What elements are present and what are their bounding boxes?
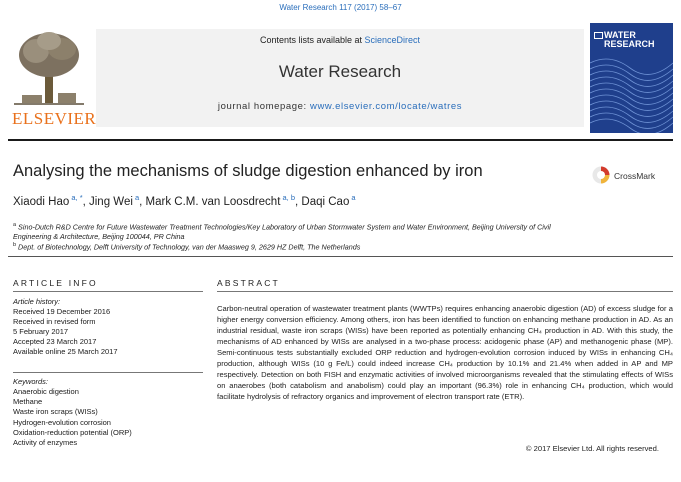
keyword-item: Methane: [13, 397, 43, 407]
contents-prefix: Contents lists available at: [259, 35, 365, 45]
history-item: Accepted 23 March 2017: [13, 337, 97, 346]
history-item: Received 19 December 2016: [13, 307, 111, 316]
crossmark-badge[interactable]: [592, 166, 672, 186]
author-name[interactable]: Jing Wei: [89, 195, 133, 208]
journal-homepage: [96, 101, 584, 112]
article-title: Analysing the mechanisms of sludge digestion enhanced by iron: [13, 162, 483, 180]
homepage-link[interactable]: www.elsevier.com/locate/watres: [310, 101, 463, 112]
author-affiliation-mark[interactable]: a: [132, 193, 140, 202]
info-rule: [13, 291, 203, 292]
cover-wave-graphic: [590, 23, 673, 133]
cover-title-line2: RESEARCH: [604, 39, 655, 49]
contents-line: [96, 35, 584, 45]
journal-citation[interactable]: Water Research 117 (2017) 58–67: [279, 3, 402, 12]
affiliation-a-mark: a: [13, 222, 17, 228]
journal-header: [8, 23, 673, 135]
keywords-list: [13, 387, 132, 448]
affiliation-b-mark: b: [13, 242, 17, 248]
author-affiliation-mark[interactable]: a, b: [280, 193, 295, 202]
keywords-rule: [13, 372, 203, 373]
journal-name: Water Research: [278, 62, 402, 81]
journal-banner: [96, 29, 584, 127]
homepage-prefix: journal homepage:: [217, 101, 311, 112]
author-list: Xiaodi Hao $^{a, *}$, Jing Wei $^a$, Mark C.M. van Loosdrecht $^{a, b}$, Daqi Cao $^a$: [13, 193, 356, 208]
keyword-item: Oxidation-reduction potential (ORP): [13, 427, 132, 437]
author-affiliation-mark[interactable]: a, *: [69, 193, 83, 202]
history-title: Article history:: [13, 297, 61, 306]
keyword-item: Activity of enzymes: [13, 438, 78, 448]
affiliation-a-text: Sino-Dutch R&D Centre for Future Wastewater Treatment Technologies/Key Laboratory of Urban Stormwater System and Water Environment, Beijing University of Civil Engineering & Architecture, Beijing 100044, PR China: [13, 222, 551, 242]
history-item: Received in revised form: [13, 317, 96, 326]
author-name[interactable]: Mark C.M. van Loosdrecht: [145, 195, 281, 208]
author-name[interactable]: Xiaodi Hao: [13, 195, 70, 208]
crossmark-label: CrossMark: [614, 171, 656, 181]
affiliation-rule: [8, 256, 673, 257]
keyword-item: Hydrogen-evolution corrosion: [13, 417, 111, 427]
author-affiliation-mark[interactable]: a: [349, 193, 356, 202]
history-item: 5 February 2017: [13, 327, 69, 336]
abstract-text: Carbon-neutral operation of wastewater treatment plants (WWTPs) requires enhancing anaerobic digestion (AD) of excess sludge for a higher energy conversion efficiency. Among others, iron has been identified to function on enhancing methane production in AD. As an industrial residual, waste iron scraps (WISs) have been reported as potentially enhancing CH₄ production in AD. With this study, the mechanisms of AD enhanced by WISs are analysed in a two-phase process: acidogenic phase (AP) and methanogenic phase (MP). Semi-continuous tests substantially excluded ORP reduction and hydrogen-evolution corrosion induced by WISs in enhancing CH₄ production, although WISs (10 g Fe/L) could indeed increase CH₄ production by 10.1% and 21.4% when added in AP and MP respectively. Detection on both FISH and enzymatic activities of involved microorganisms revealed that the stimulating effects of WISs on anaerobes (both catabolism and anabolism) could play an important (96.3%) role in enhancing CH₄ production, which would facilitate hydrolysis of refractory organics and improvement of electron transport rate (ETR).: [217, 304, 673, 401]
affiliation-b: [13, 240, 360, 252]
cover-title-line1: WATER: [604, 30, 636, 40]
keyword-item: Waste iron scraps (WISs): [13, 407, 98, 417]
keywords-title: Keywords:: [13, 377, 49, 386]
publisher-name: ELSEVIER: [12, 109, 97, 128]
copyright-notice: © 2017 Elsevier Ltd. All rights reserved.: [525, 444, 659, 453]
crossmark-icon: [592, 166, 610, 184]
keyword-item: Anaerobic digestion: [13, 387, 79, 396]
header-rule: [8, 139, 673, 141]
affiliation-b-text: Dept. of Biotechnology, Delft University of Technology, van der Maasweg 9, 2629 HZ Delft, The Netherlands: [16, 242, 361, 252]
abstract-heading: ABSTRACT: [217, 278, 280, 288]
history-item: Available online 25 March 2017: [13, 347, 118, 356]
history-list: [13, 307, 118, 357]
elsevier-tree-icon: [14, 29, 84, 109]
article-info-heading: ARTICLE INFO: [13, 278, 98, 288]
elsevier-logo[interactable]: [8, 29, 97, 128]
abstract-rule: [217, 291, 673, 292]
journal-cover-image[interactable]: [590, 23, 673, 133]
author-name[interactable]: Daqi Cao: [301, 195, 350, 208]
sciencedirect-link[interactable]: ScienceDirect: [364, 35, 421, 45]
